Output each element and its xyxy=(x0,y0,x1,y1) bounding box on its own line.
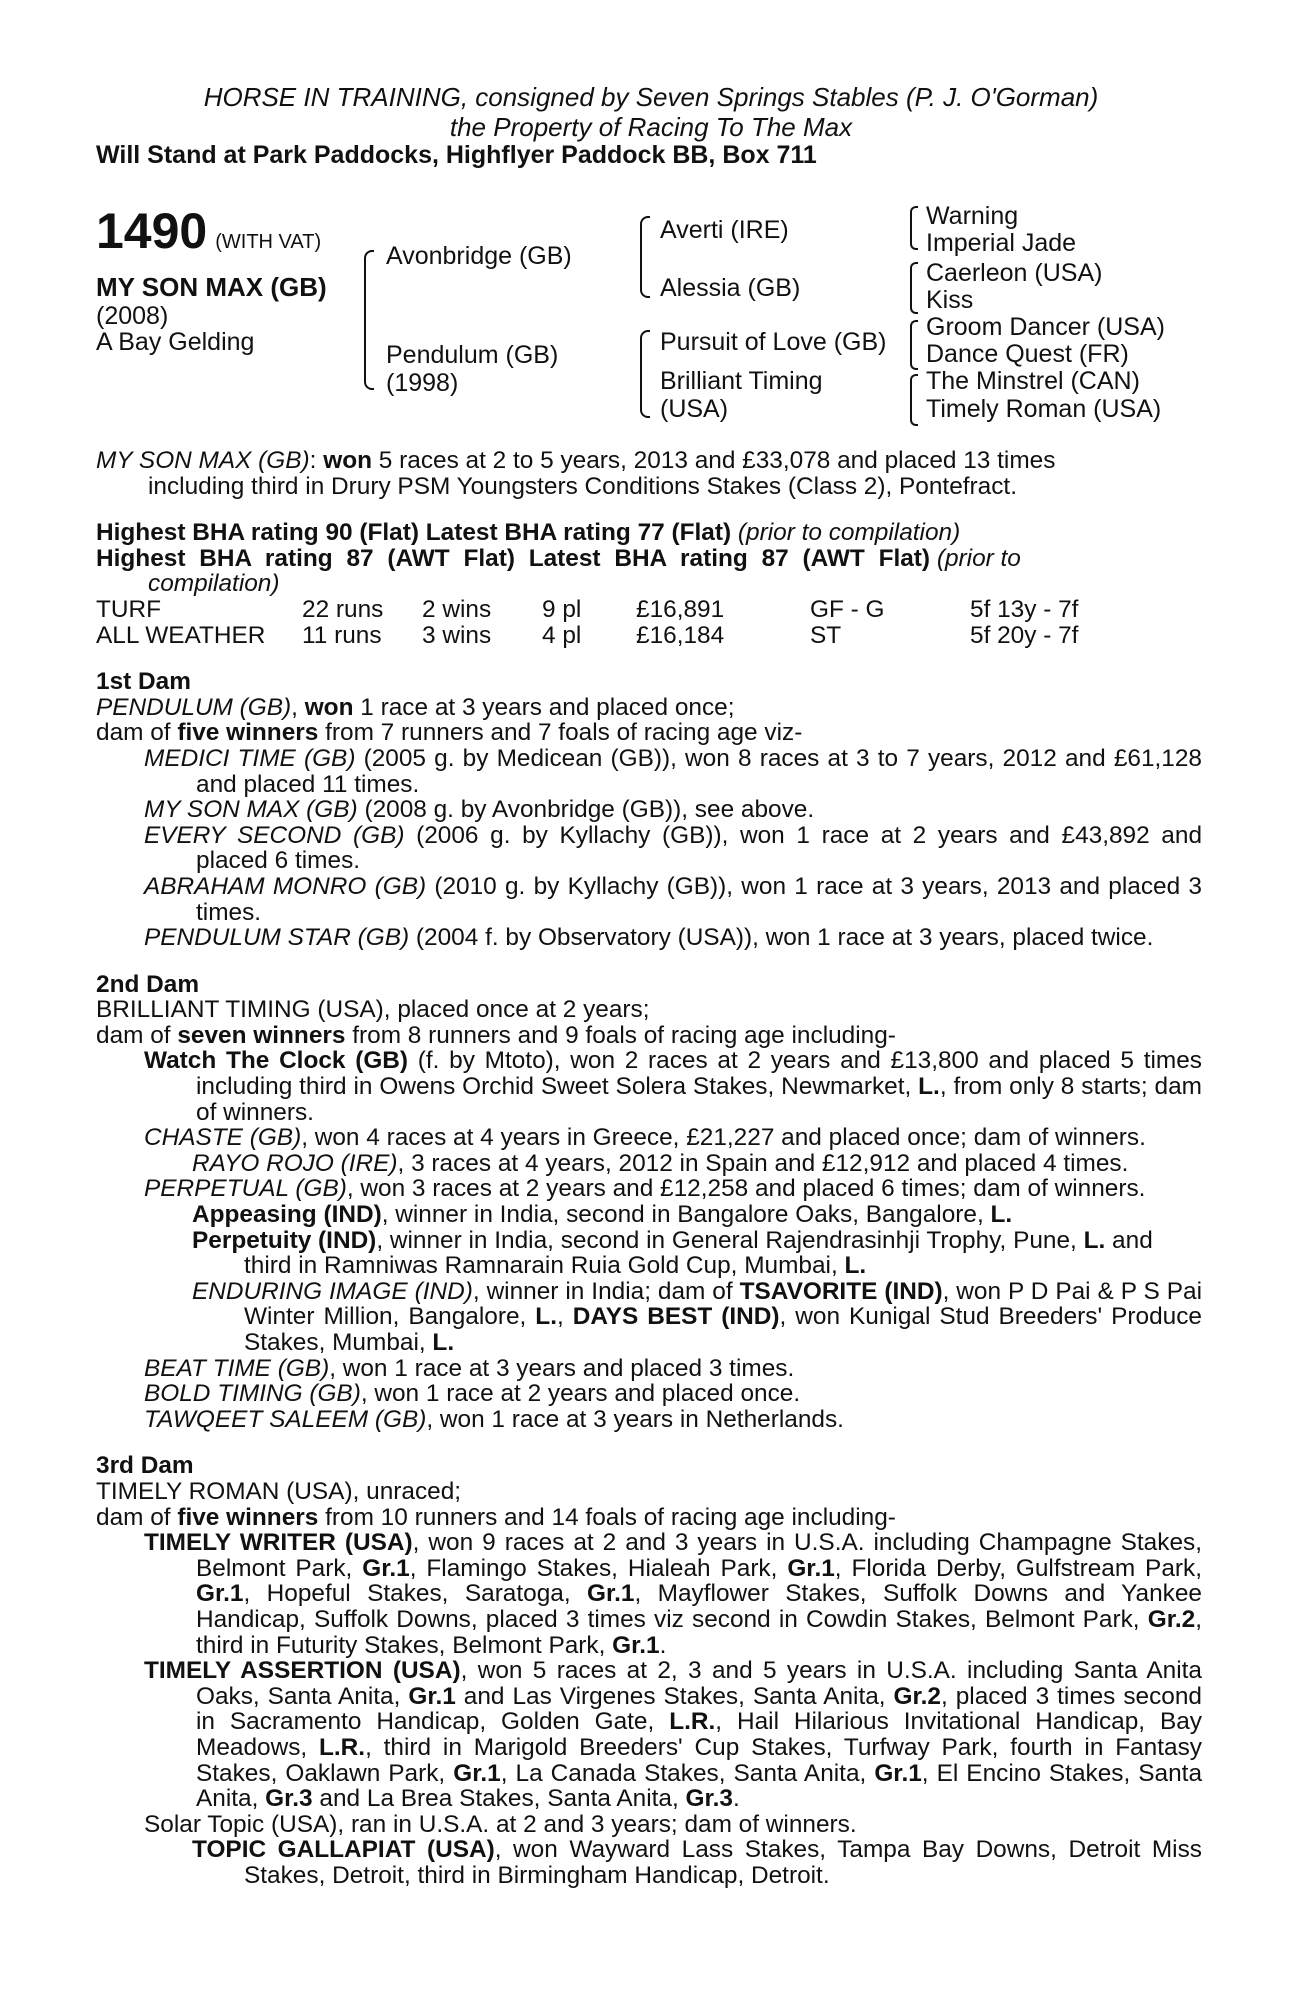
race-grade: L.R. xyxy=(318,1733,366,1761)
race-grade: L.R. xyxy=(669,1708,716,1736)
dam-intro: BRILLIANT TIMING (USA), placed once at 2 years; xyxy=(96,996,650,1024)
progeny-entry xyxy=(96,1125,1202,1151)
stat-earnings: £16,184 xyxy=(636,621,725,649)
progeny-name: TSAVORITE (IND) xyxy=(739,1277,943,1305)
progeny-name: BEAT TIME (GB) xyxy=(144,1354,330,1382)
dam-of-pre: dam of xyxy=(96,1021,178,1049)
race-grade: L. xyxy=(844,1252,867,1280)
stat-distance: 5f 20y - 7f xyxy=(970,621,1079,649)
stat-runs: 22 runs xyxy=(302,595,384,623)
progeny-name: TIMELY ASSERTION (USA) xyxy=(144,1657,461,1685)
stat-wins: 2 wins xyxy=(422,595,492,623)
progeny-text: , won 9 races at 2 and 3 years in U.S.A. including Champagne Stakes, Belmont Park, xyxy=(196,1529,1202,1582)
progeny-text: , winner in India; dam of xyxy=(472,1277,740,1305)
summary-text-2: including third in Drury PSM Youngsters Conditions Stakes (Class 2), Pontefract. xyxy=(148,472,1017,500)
progeny-text: , Hopeful Stakes, Saratoga, xyxy=(243,1580,588,1608)
dam-of-post: from 7 runners and 7 foals of racing age viz- xyxy=(318,719,803,747)
pedigree-brace xyxy=(910,262,918,314)
pedigree-brace xyxy=(640,216,650,298)
race-grade: L. xyxy=(918,1073,940,1101)
race-grade: L. xyxy=(432,1329,455,1356)
progeny-entry xyxy=(96,1228,1202,1279)
progeny-text: , Hail Hilarious Invitational Handicap, Bay Meadows, xyxy=(196,1708,1202,1761)
stat-going: ST xyxy=(810,621,842,649)
rating-awt: Highest BHA rating 87 (AWT Flat) Latest BHA rating 87 (AWT Flat) xyxy=(96,544,931,572)
progeny-name: Appeasing (IND) xyxy=(192,1201,382,1229)
progeny-text: (2008 g. by Avonbridge (GB)), see above. xyxy=(357,796,815,824)
consignor-line: HORSE IN TRAINING, consigned by Seven Springs Stables (P. J. O'Gorman) xyxy=(203,82,1099,112)
dam-of-post: from 10 runners and 14 foals of racing age including- xyxy=(318,1503,896,1531)
progeny-text: (2006 g. by Kyllachy (GB)), won 1 race at 2 years and £43,892 and placed 6 times. xyxy=(196,821,1203,875)
progeny-entry: Solar Topic (USA), ran in U.S.A. at 2 and 3 years; dam of winners. xyxy=(144,1810,857,1838)
progeny-name: BOLD TIMING (GB) xyxy=(144,1380,361,1408)
progeny-name: Watch The Clock (GB) xyxy=(144,1047,409,1075)
stats-row xyxy=(96,623,1202,649)
progeny-entry xyxy=(96,797,1202,823)
pedigree-dam: Pendulum (GB) xyxy=(386,341,559,369)
progeny-text: , won 1 race at 3 years in Netherlands. xyxy=(426,1405,844,1433)
rating-note: (prior to compilation) xyxy=(737,519,961,547)
progeny-text: , won 1 race at 2 years and placed once. xyxy=(360,1380,801,1408)
progeny-name: RAYO ROJO (IRE) xyxy=(192,1149,398,1177)
progeny-name: TAWQEET SALEEM (GB) xyxy=(144,1405,427,1433)
progeny-text: (2004 f. by Observatory (USA)), won 1 race at 3 years, placed twice. xyxy=(409,924,1154,952)
progeny-entry xyxy=(96,1279,1202,1356)
horse-year: (2008) xyxy=(96,302,169,330)
dam-of-line xyxy=(96,1023,1202,1049)
progeny-entry xyxy=(96,925,1202,951)
pedigree-dam-dam-country: (USA) xyxy=(660,395,729,423)
progeny-text: , El Encino Stakes, Santa Anita, xyxy=(196,1759,1203,1813)
race-grade: L. xyxy=(990,1201,1013,1229)
pedigree-dam-sire: Pursuit of Love (GB) xyxy=(660,328,887,356)
progeny-entry xyxy=(96,746,1202,797)
progeny-text: , won 5 races at 2, 3 and 5 years in U.S.A. including Santa Anita Oaks, Santa Anita, xyxy=(196,1657,1202,1710)
dam-intro: PENDULUM (GB), won 1 race at 3 years and placed once; xyxy=(96,693,735,721)
pedigree-sire-dam: Alessia (GB) xyxy=(660,274,801,302)
section-heading: 2nd Dam xyxy=(96,970,200,998)
pedigree-sire-sire: Averti (IRE) xyxy=(660,216,789,244)
progeny-text: . xyxy=(732,1785,740,1813)
progeny-name: MEDICI TIME (GB) xyxy=(144,744,356,772)
race-grade: Gr.1 xyxy=(874,1759,922,1787)
rating-flat: Highest BHA rating 90 (Flat) Latest BHA rating 77 (Flat) xyxy=(96,519,732,547)
progeny-name: PERPETUAL (GB) xyxy=(144,1175,347,1203)
dam-of-line xyxy=(96,1505,1202,1531)
section-heading: 1st Dam xyxy=(96,668,191,696)
progeny-text: , xyxy=(556,1303,573,1331)
race-grade: Gr.1 xyxy=(453,1759,501,1787)
progeny-text: , La Canada Stakes, Santa Anita, xyxy=(500,1759,875,1787)
progeny-name: MY SON MAX (GB) xyxy=(144,796,358,824)
lot-number: 1490 xyxy=(96,203,208,259)
progeny-entry xyxy=(96,1407,1202,1433)
pedigree-dam-dam: Brilliant Timing xyxy=(660,367,823,395)
pedigree-dam-year: (1998) xyxy=(386,369,459,397)
progeny-text: , winner in India, second in General Rajendrasinhji Trophy, Pune, xyxy=(376,1226,1084,1254)
progeny-text: , won Wayward Lass Stakes, Tampa Bay Downs, Detroit Miss Stakes, Detroit, third in Birmingham Handicap, Detroit. xyxy=(244,1836,1202,1889)
dam-of-pre: dam of xyxy=(96,1503,178,1531)
progeny-name: TIMELY WRITER (USA) xyxy=(144,1529,413,1557)
ratings-block xyxy=(96,520,1202,546)
pedigree-brace xyxy=(640,330,650,418)
progeny-entry xyxy=(96,1202,1202,1228)
race-grade: Gr.2 xyxy=(893,1682,941,1710)
race-grade: L. xyxy=(1083,1226,1106,1254)
dam-of-pre: dam of xyxy=(96,719,178,747)
progeny-text: , won 4 races at 4 years in Greece, £21,227 and placed once; dam of winners. xyxy=(301,1124,1146,1152)
rating-note: (prior to xyxy=(936,544,1021,572)
lot-number-block xyxy=(96,204,321,258)
race-grade: L. xyxy=(535,1303,557,1331)
vat-label: (WITH VAT) xyxy=(215,231,322,253)
stat-runs: 11 runs xyxy=(302,621,382,649)
pedigree-sds: Caerleon (USA) xyxy=(926,259,1103,287)
progeny-text: , won Kunigal Stud Breeders' Produce Stakes, Mumbai, xyxy=(244,1303,1202,1356)
progeny-text: (2005 g. by Medicean (GB)), won 8 races at 3 to 7 years, 2012 and £61,128 and placed 11 times. xyxy=(196,744,1202,798)
progeny-name: ENDURING IMAGE (IND) xyxy=(192,1277,473,1305)
progeny-entry xyxy=(96,1837,1202,1888)
pedigree-brace xyxy=(910,320,918,370)
section-heading: 3rd Dam xyxy=(96,1452,194,1480)
progeny-text: , won 1 race at 3 years and placed 3 times. xyxy=(329,1354,795,1382)
race-grade: Gr.1 xyxy=(787,1554,835,1582)
catalogue-body xyxy=(96,448,1202,1888)
progeny-text: , 3 races at 4 years, 2012 in Spain and £12,912 and placed 4 times. xyxy=(397,1149,1129,1177)
summary-won: won xyxy=(323,447,373,474)
progeny-entry xyxy=(96,1530,1202,1658)
pedigree-dss: Groom Dancer (USA) xyxy=(926,313,1165,341)
pedigree-brace xyxy=(364,250,374,390)
progeny-entry xyxy=(96,823,1202,874)
progeny-text: , winner in India, second in Bangalore Oaks, Bangalore, xyxy=(381,1201,991,1229)
stat-distance: 5f 13y - 7f xyxy=(970,595,1079,623)
progeny-entry xyxy=(96,1048,1202,1125)
summary-text: 5 races at 2 to 5 years, 2013 and £33,078 and placed 13 times xyxy=(372,447,1056,474)
property-line: the Property of Racing To The Max xyxy=(449,112,853,142)
dam-name: PENDULUM (GB) xyxy=(96,693,292,721)
progeny-text: and Las Virgenes Stakes, Santa Anita, xyxy=(455,1682,894,1710)
location-line: Will Stand at Park Paddocks, Highflyer Paddock BB, Box 711 xyxy=(96,141,817,169)
progeny-text: , Florida Derby, Gulfstream Park, xyxy=(834,1554,1202,1582)
pedigree-sdd: Kiss xyxy=(926,286,974,314)
progeny-text: , placed 3 times second in Sacramento Handicap, Golden Gate, xyxy=(196,1682,1202,1736)
progeny-name: PENDULUM STAR (GB) xyxy=(144,924,410,952)
race-grade: Gr.3 xyxy=(265,1785,313,1813)
stats-row xyxy=(96,597,1202,623)
won-label: won xyxy=(304,693,354,721)
stat-placed: 4 pl xyxy=(542,621,582,649)
stat-wins: 3 wins xyxy=(422,621,492,649)
race-grade: Gr.1 xyxy=(408,1682,456,1710)
dam-of-post: from 8 runners and 9 foals of racing age including- xyxy=(345,1021,896,1049)
progeny-entry xyxy=(96,1356,1202,1382)
summary-horse-name: MY SON MAX (GB) xyxy=(96,447,310,474)
progeny-entry xyxy=(96,1381,1202,1407)
pedigree-sire: Avonbridge (GB) xyxy=(386,242,572,270)
winners-count: five winners xyxy=(177,1503,319,1531)
progeny-name: ABRAHAM MONRO (GB) xyxy=(144,872,427,900)
stat-surface: ALL WEATHER xyxy=(96,621,266,649)
progeny-text: (f. by Mtoto), won 2 races at 2 years and £13,800 and placed 5 times including third in Owens Orchid Sweet Solera Stakes, Newmarket, xyxy=(196,1047,1202,1101)
progeny-text: , Flamingo Stakes, Hialeah Park, xyxy=(409,1554,788,1582)
dam-of-line xyxy=(96,720,1202,746)
pedigree-dds: The Minstrel (CAN) xyxy=(926,367,1140,395)
progeny-text: and third in Ramniwas Ramnarain Ruia Gold Cup, Mumbai, xyxy=(244,1226,1153,1280)
progeny-text: , Mayflower Stakes, Suffolk Downs and Yankee Handicap, Suffolk Downs, placed 3 times viz second in Cowdin Stakes, Belmont Park, xyxy=(196,1580,1203,1633)
progeny-text: , from only 8 starts; dam of winners. xyxy=(196,1073,1202,1126)
progeny-text: , won 3 races at 2 years and £12,258 and placed 6 times; dam of winners. xyxy=(346,1175,1146,1203)
ratings-awt xyxy=(96,546,1202,597)
stat-placed: 9 pl xyxy=(542,595,582,623)
progeny-text: (2010 g. by Kyllachy (GB)), won 1 race at 3 years, 2013 and placed 3 times. xyxy=(196,872,1202,926)
race-grade: Gr.1 xyxy=(612,1631,660,1659)
race-summary: MY SON MAX (GB): won 5 races at 2 to 5 years, 2013 and £33,078 and placed 13 times including third in Drury PSM Youngsters Conditions Stakes (Class 2), Pontefract. xyxy=(96,447,1056,500)
winners-count: seven winners xyxy=(177,1021,346,1049)
progeny-text: , third in Futurity Stakes, Belmont Park, xyxy=(196,1605,1202,1659)
race-grade: Gr.1 xyxy=(587,1580,635,1608)
progeny-entry xyxy=(96,1176,1202,1202)
progeny-name: TOPIC GALLAPIAT (USA) xyxy=(192,1836,495,1864)
race-grade: Gr.1 xyxy=(196,1580,244,1608)
horse-name: MY SON MAX (GB) xyxy=(96,272,327,302)
progeny-name: DAYS BEST (IND) xyxy=(572,1303,780,1331)
race-grade: Gr.1 xyxy=(362,1554,410,1582)
progeny-name: Perpetuity (IND) xyxy=(192,1226,377,1254)
progeny-entry xyxy=(96,874,1202,925)
stat-earnings: £16,891 xyxy=(636,595,725,623)
progeny-entry xyxy=(96,1151,1202,1177)
pedigree-dsd: Dance Quest (FR) xyxy=(926,340,1129,368)
dam-intro-text: 1 race at 3 years and placed once; xyxy=(353,693,735,721)
rating-note: compilation) xyxy=(148,570,280,598)
pedigree-brace xyxy=(910,374,918,426)
pedigree-ddd: Timely Roman (USA) xyxy=(926,395,1162,423)
winners-count: five winners xyxy=(177,719,319,747)
pedigree-ssd: Imperial Jade xyxy=(926,229,1077,257)
stat-surface: TURF xyxy=(96,595,162,623)
progeny-name: CHASTE (GB) xyxy=(144,1124,302,1152)
progeny-text: and La Brea Stakes, Santa Anita, xyxy=(312,1785,686,1813)
dam-intro: TIMELY ROMAN (USA), unraced; xyxy=(96,1477,462,1505)
progeny-name: EVERY SECOND (GB) xyxy=(144,821,405,849)
progeny-text: , third in Marigold Breeders' Cup Stakes, Turfway Park, fourth in Fantasy Stakes, Oaklawn Park, xyxy=(196,1733,1202,1787)
pedigree-brace xyxy=(910,206,918,250)
progeny-entry xyxy=(96,1658,1202,1812)
stat-going: GF - G xyxy=(810,595,885,623)
pedigree-sss: Warning xyxy=(926,202,1019,230)
progeny-text: , won P D Pai & P S Pai Winter Million, Bangalore, xyxy=(244,1277,1202,1331)
race-grade: Gr.2 xyxy=(1147,1605,1196,1633)
race-grade: Gr.3 xyxy=(685,1785,733,1813)
horse-description: A Bay Gelding xyxy=(96,328,255,356)
progeny-text: . xyxy=(659,1631,667,1659)
